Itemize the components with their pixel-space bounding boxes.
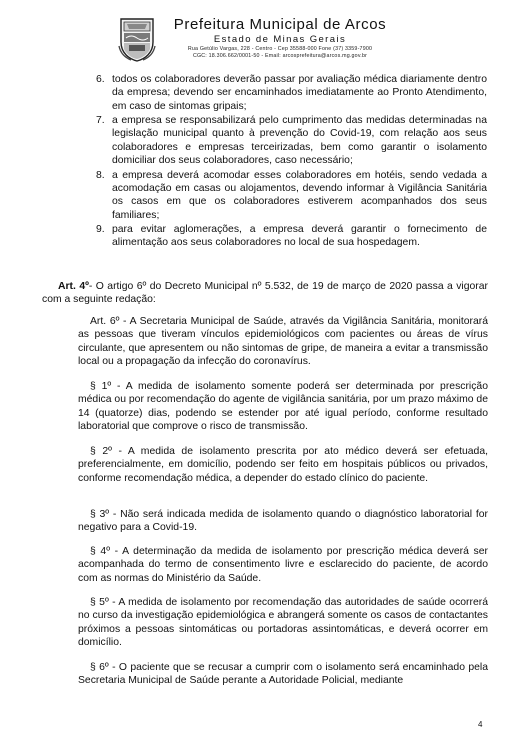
- list-item: [96, 73, 487, 113]
- section-paragraph: § 1º - A medida de isolamento somente poderá ser determinada por prescrição médica ou por recomendação do agente de vigilância sanitária, por um prazo máximo de 14 (quatorze) dias, podendo se estender por até igual período, conforme resultado laboratorial que comprove o risco de transmissão.: [78, 381, 488, 432]
- list-item-text: para evitar aglomerações, a empresa deverá garantir o fornecimento de alimentação aos seus colaboradores no local de sua hospedagem.: [112, 224, 487, 249]
- state-subtitle: Estado de Minas Gerais: [213, 34, 347, 45]
- section-paragraph: § 3º - Não será indicada medida de isolamento quando o diagnóstico laboratorial for negativo para a Covid-19.: [78, 509, 488, 534]
- address-line: Rua Getúlio Vargas, 228 - Centro - Cep 35588-000 Fone (37) 3359-7900: [187, 46, 373, 52]
- list-number: 6.: [96, 74, 105, 85]
- contact-line: CGC: 18.306.662/0001-50 - Email: arcosprefeitura@arcos.mg.gov.br: [192, 53, 368, 59]
- list-number: 8.: [96, 169, 105, 181]
- list-item-text: todos os colaboradores deverão passar por avaliação médica diariamente dentro da empresa; devendo ser encaminhados imediatamente ao Pronto Atendimento, em caso de sintomas gripais;: [112, 74, 487, 112]
- section-paragraph: § 2º - A medida de isolamento prescrita por ato médico deverá ser efetuada, preferencialmente, em domicílio, podendo ser feito em hospitais públicos ou privados, conforme recomendação médica, a depender do estado clínico do paciente.: [78, 446, 488, 484]
- list-item: [96, 223, 487, 250]
- article-text: - O artigo 6º do Decreto Municipal nº 5.532, de 19 de março de 2020 passa a vigorar com a seguinte redação:: [42, 281, 488, 306]
- list-item-text: a empresa se responsabilizará pelo cumprimento das medidas determinadas na legislação municipal quanto à prevenção do Covid-19, com relação aos seus colaboradores e empresas terceirizadas, bem como garantir o isolamento domiciliar dos seus colaboradores, caso necessário;: [112, 115, 487, 167]
- article-label: Art. 4º: [58, 281, 89, 292]
- municipality-title: Prefeitura Municipal de Arcos: [173, 16, 387, 33]
- section-paragraph: § 5º - A medida de isolamento por recomendação das autoridades de saúde ocorrerá no curso da investigação epidemiológica e abrangerá somente os casos de contactantes próximos a pessoas sintomáticas ou portadoras assintomáticas, e deverá ocorrer em domicílio.: [78, 597, 488, 648]
- page-number: 4: [478, 720, 483, 729]
- measures-list: [96, 73, 487, 251]
- list-item-text: a empresa deverá acomodar esses colaboradores em hotéis, sendo vedada a acomodação em casas ou alojamentos, devendo informar à Vigilância Sanitária os casos em que os colaboradores estiverem acompanhados dos seus familiares;: [112, 169, 487, 221]
- list-number: 7.: [96, 115, 105, 127]
- list-item: [96, 114, 487, 167]
- article-paragraph: [42, 280, 488, 307]
- list-item: [96, 169, 487, 222]
- municipal-crest-icon: [118, 16, 156, 62]
- section-paragraph: § 6º - O paciente que se recusar a cumprir com o isolamento será encaminhado pela Secretaria Municipal de Saúde perante a Autoridade Policial, mediante: [78, 662, 488, 687]
- list-number: 9.: [96, 224, 105, 236]
- quoted-article-paragraph: Art. 6º - A Secretaria Municipal de Saúde, através da Vigilância Sanitária, monitorará as pessoas que tiveram vínculos epidemiológicos com pacientes ou áreas de vírus circulante, que apresentem ou não sintomas de gripe, de maneira a evitar a transmissão local ou a propagação da infecção do coronavírus.: [78, 316, 488, 367]
- section-paragraph: § 4º - A determinação da medida de isolamento por prescrição médica deverá ser acompanhada do termo de consentimento livre e esclarecido do paciente, de acordo com as normas do Ministério da Saúde.: [78, 546, 488, 584]
- letterhead: [118, 16, 398, 74]
